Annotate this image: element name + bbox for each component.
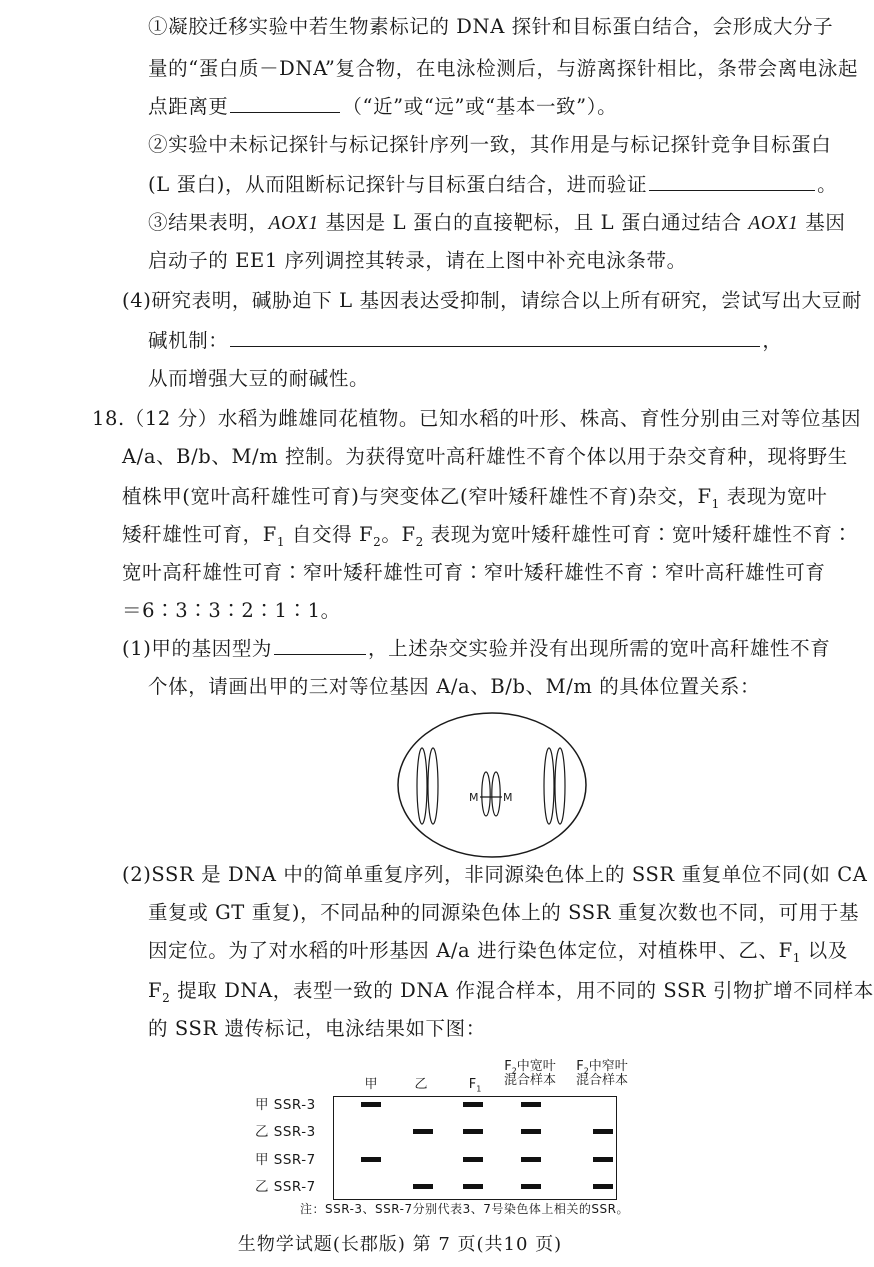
text-line: 的 SSR 遗传标记，电泳结果如下图： (148, 1017, 486, 1040)
answer-blank[interactable] (230, 92, 340, 113)
text-line: 碱机制： ， (148, 326, 783, 356)
gel-column-header: $F_2$中宽叶 混合样本 (503, 1059, 556, 1088)
gel-band (413, 1184, 433, 1189)
text-line: 从而增强大豆的耐碱性。 (148, 367, 370, 390)
text-line: 因定位。为了对水稻的叶形基因 A/a 进行染色体定位，对植株甲、乙、$F_1$ 以及 (148, 939, 848, 965)
chromosome (492, 772, 500, 816)
chromosome (417, 748, 427, 824)
gene-label-M-right: M (503, 791, 513, 804)
text-line: 重复或 GT 重复)，不同品种的同源染色体上的 SSR 重复次数也不同，可用于基 (148, 901, 860, 924)
gel-band (521, 1102, 541, 1107)
gel-row-label: 甲 SSR-7 (255, 1152, 316, 1168)
gel-column-header: 甲 (364, 1077, 378, 1092)
text-line: A/a、B/b、M/m 控制。为获得宽叶高秆雄性不育个体以用于杂交育种，现将野生 (122, 445, 848, 468)
question-18-line: 18.（12 分）水稻为雌雄同花植物。已知水稻的叶形、株高、育性分别由三对等位基因 (92, 407, 862, 430)
text-line: 植株甲(宽叶高秆雄性可育)与突变体乙(窄叶矮秆雄性不育)杂交，$F_1$ 表现为宽叶 (122, 485, 828, 511)
text-line: (1)甲的基因型为 ，上述杂交实验并没有出现所需的宽叶高秆雄性不育 (122, 634, 830, 664)
chromosome (428, 748, 438, 824)
gel-column-header: $F_1$ (468, 1077, 482, 1094)
text-line: 启动子的 EE1 序列调控其转录，请在上图中补充电泳条带。 (148, 249, 687, 272)
gel-band (463, 1184, 483, 1189)
gel-band (361, 1102, 381, 1107)
text-line: (4)研究表明，碱胁迫下 L 基因表达受抑制，请综合以上所有研究，尝试写出大豆耐 (122, 289, 862, 312)
text-line: ②实验中未标记探针与标记探针序列一致，其作用是与标记探针竞争目标蛋白 (148, 133, 832, 156)
answer-blank[interactable] (649, 170, 815, 191)
text-line: ①凝胶迁移实验中若生物素标记的 DNA 探针和目标蛋白结合，会形成大分子 (148, 15, 834, 38)
gel-band (463, 1157, 483, 1162)
text-line: 矮秆雄性可育，$F_1$ 自交得 $F_2$。$F_2$ 表现为宽叶矮秆雄性可育∶宽叶矮秆雄性不育∶ (122, 523, 853, 549)
text-line: 宽叶高秆雄性可育∶窄叶矮秆雄性可育∶窄叶矮秆雄性不育∶窄叶高秆雄性可育 (122, 561, 826, 584)
gene-label-M-left: M (469, 791, 479, 804)
chromosome (555, 748, 565, 824)
text-line: 量的“蛋白质－DNA”复合物，在电泳检测后，与游离探针相比，条带会离电泳起 (148, 57, 859, 80)
gel-note: 注：SSR-3、SSR-7分别代表3、7号染色体上相关的SSR。 (300, 1202, 629, 1216)
gel-band (593, 1129, 613, 1134)
gel-band (521, 1129, 541, 1134)
gel-row-label: 乙 SSR-3 (255, 1124, 316, 1140)
gel-electrophoresis-figure (255, 1058, 655, 1208)
gel-column-header: $F_2$中窄叶 混合样本 (575, 1059, 628, 1088)
gel-band (463, 1129, 483, 1134)
text-line: ③结果表明，AOX1 基因是 L 蛋白的直接靶标，且 L 蛋白通过结合 AOX1 基因 (148, 211, 846, 234)
chromosome (544, 748, 554, 824)
answer-blank[interactable] (274, 634, 366, 655)
text-line: (L 蛋白)，从而阻断标记探针与目标蛋白结合，进而验证 。 (148, 170, 837, 200)
text-line: 点距离更 （“近”或“远”或“基本一致”）。 (148, 92, 617, 122)
text-line: (2)SSR 是 DNA 中的简单重复序列，非同源染色体上的 SSR 重复单位不同(如 CA (122, 863, 868, 886)
cell-diagram (394, 710, 590, 860)
chromosome (482, 772, 490, 816)
answer-blank[interactable] (230, 326, 760, 347)
text-line: $F_2$ 提取 DNA，表型一致的 DNA 作混合样本，用不同的 SSR 引物扩增不同样本 (148, 979, 874, 1005)
gel-band (413, 1129, 433, 1134)
gel-band (361, 1157, 381, 1162)
page-footer: 生物学试题(长郡版) 第 7 页(共10 页) (237, 1234, 563, 1255)
text-line: 个体，请画出甲的三对等位基因 A/a、B/b、M/m 的具体位置关系： (148, 675, 761, 698)
gel-column-header: 乙 (414, 1077, 428, 1092)
gel-band (521, 1157, 541, 1162)
gel-row-label: 甲 SSR-3 (255, 1097, 316, 1113)
gel-band (521, 1184, 541, 1189)
gel-row-label: 乙 SSR-7 (255, 1179, 316, 1195)
gel-band (593, 1157, 613, 1162)
text-line: ＝6∶3∶3∶2∶1∶1。 (122, 599, 341, 622)
gel-band (463, 1102, 483, 1107)
gel-band (593, 1184, 613, 1189)
